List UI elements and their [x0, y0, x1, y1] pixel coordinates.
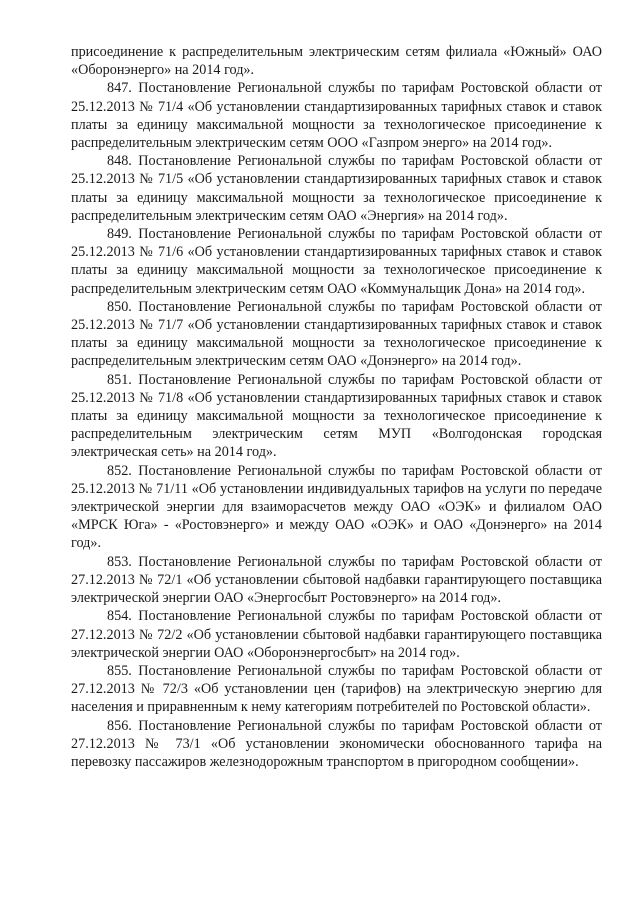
list-item — [71, 717, 602, 772]
item-text: Постановление Региональной службы по тарифам Ростовской области от 27.12.2013 № 72/2 «Об установлении сбытовой надбавки гарантирующего поставщика электрической энергии ОАО «Оборонэнергосбыт» на 2014 год». — [71, 608, 602, 661]
item-number: 852. — [107, 462, 132, 479]
lead-fragment: присоединение к распределительным электрическим сетям филиала «Южный» ОАО «Оборонэнерго» на 2014 год». — [71, 44, 602, 79]
item-text: Постановление Региональной службы по тарифам Ростовской области от 25.12.2013 № 71/11 «Об установлении индивидуальных тарифов на услуги по передаче электрической энергии для взаиморасчетов между ОАО «ОЭК» и филиалом ОАО «МРСК Юга» - «Ростовэнерго» и между ОАО «ОЭК» и ОАО «Донэнерго» на 2014 год». — [71, 462, 602, 552]
item-number: 856. — [107, 717, 132, 734]
list-item — [71, 225, 602, 298]
item-text: Постановление Региональной службы по тарифам Ростовской области от 25.12.2013 № 71/6 «Об установлении стандартизированных тарифных ставок и ставок платы за единицу максимальной мощности за технологическое присоединение к распределительным электрическим сетям ОАО «Коммунальщик Дона» на 2014 год». — [71, 226, 602, 297]
list-item — [71, 371, 602, 462]
item-text: Постановление Региональной службы по тарифам Ростовской области от 25.12.2013 № 71/5 «Об установлении стандартизированных тарифных ставок и ставок платы за единицу максимальной мощности за технологическое присоединение к распределительным электрическим сетям ОАО «Энергия» на 2014 год». — [71, 153, 602, 224]
item-text: Постановление Региональной службы по тарифам Ростовской области от 25.12.2013 № 71/7 «Об установлении стандартизированных тарифных ставок и ставок платы за единицу максимальной мощности за технологическое присоединение к распределительным электрическим сетям ОАО «Донэнерго» на 2014 год». — [71, 298, 602, 370]
item-text: Постановление Региональной службы по тарифам Ростовской области от 27.12.2013 № 73/1 «Об установлении экономически обоснованного тарифа на перевозку пассажиров железнодорожным транспортом в пригородном сообщении». — [71, 717, 602, 770]
item-text: Постановление Региональной службы по тарифам Ростовской области от 27.12.2013 № 72/1 «Об установлении сбытовой надбавки гарантирующего поставщика электрической энергии ОАО «Энергосбыт Ростовэнерго» на 2014 год». — [71, 553, 602, 607]
item-text: Постановление Региональной службы по тарифам Ростовской области от 27.12.2013 № 72/3 «Об установлении цен (тарифов) на электрическую энергию для населения и приравненным к нему категориям потребителей по Ростовской области». — [71, 662, 602, 716]
document-page — [71, 43, 602, 771]
list-item — [71, 152, 602, 225]
item-number: 853. — [107, 553, 132, 570]
item-number: 850. — [107, 298, 132, 315]
list-item — [71, 79, 602, 152]
item-text: Постановление Региональной службы по тарифам Ростовской области от 25.12.2013 № 71/4 «Об установлении стандартизированных тарифных ставок и ставок платы за единицу максимальной мощности за технологическое присоединение к распределительным электрическим сетям ООО «Газпром энерго» на 2014 год». — [71, 80, 602, 152]
list-item — [71, 607, 602, 662]
item-number: 849. — [107, 226, 132, 243]
list-item — [71, 662, 602, 717]
item-number: 854. — [107, 608, 132, 625]
item-number: 855. — [107, 662, 132, 679]
list-item — [71, 462, 602, 553]
item-number: 848. — [107, 153, 132, 170]
list-item — [71, 553, 602, 608]
item-text: Постановление Региональной службы по тарифам Ростовской области от 25.12.2013 № 71/8 «Об установлении стандартизированных тарифных ставок и ставок платы за единицу максимальной мощности за технологическое присоединение к распределительным электрическим сетям МУП «Волгодонская городская электрическая сеть» на 2014 год». — [71, 371, 602, 461]
item-number: 847. — [107, 80, 132, 97]
list-item — [71, 298, 602, 371]
item-number: 851. — [107, 371, 132, 388]
